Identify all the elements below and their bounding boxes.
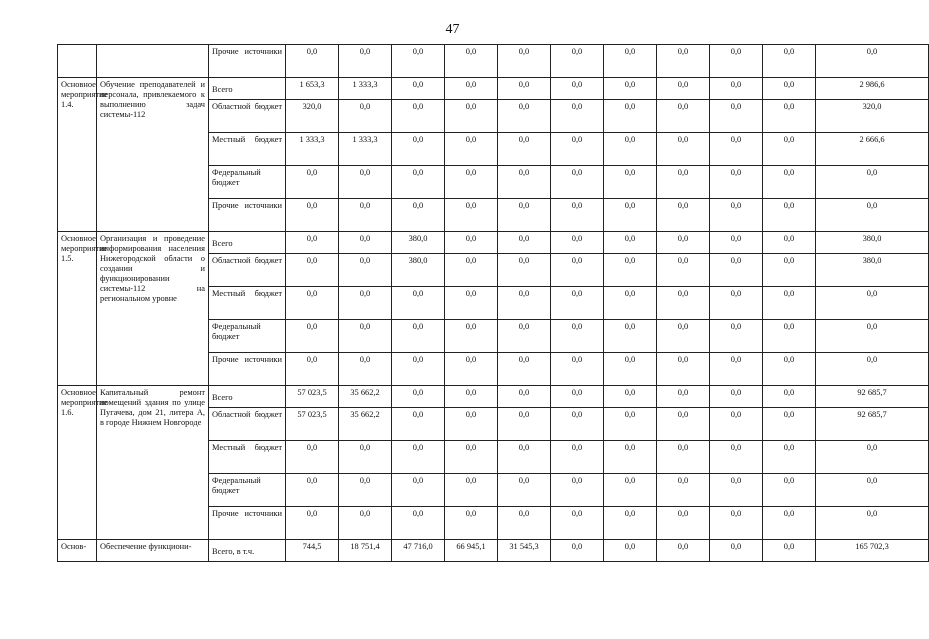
amount-cell: 0,0 <box>604 45 657 78</box>
amount-cell: 0,0 <box>392 507 445 540</box>
amount-cell: 0,0 <box>339 254 392 287</box>
amount-cell: 0,0 <box>604 474 657 507</box>
amount-cell: 0,0 <box>604 232 657 254</box>
table-row <box>58 232 929 254</box>
amount-cell: 92 685,7 <box>816 386 929 408</box>
amount-cell: 31 545,3 <box>498 540 551 562</box>
amount-cell: 0,0 <box>710 166 763 199</box>
amount-cell: 0,0 <box>551 100 604 133</box>
table-row <box>58 78 929 100</box>
amount-cell: 0,0 <box>657 353 710 386</box>
funding-source-cell: Областной бюджет <box>209 254 286 287</box>
amount-cell: 0,0 <box>339 287 392 320</box>
amount-cell: 0,0 <box>498 507 551 540</box>
amount-cell: 0,0 <box>445 507 498 540</box>
amount-cell: 2 666,6 <box>816 133 929 166</box>
amount-cell: 0,0 <box>657 474 710 507</box>
amount-cell: 0,0 <box>763 287 816 320</box>
amount-cell: 0,0 <box>551 287 604 320</box>
amount-cell: 320,0 <box>816 100 929 133</box>
amount-cell: 0,0 <box>445 45 498 78</box>
funding-source-cell: Прочие источники <box>209 199 286 232</box>
amount-cell: 0,0 <box>763 78 816 100</box>
amount-cell: 0,0 <box>657 386 710 408</box>
amount-cell: 0,0 <box>763 441 816 474</box>
amount-cell: 0,0 <box>551 45 604 78</box>
amount-cell: 0,0 <box>498 78 551 100</box>
amount-cell: 0,0 <box>604 287 657 320</box>
amount-cell: 0,0 <box>339 507 392 540</box>
funding-source-cell: Всего <box>209 78 286 100</box>
amount-cell: 1 653,3 <box>286 78 339 100</box>
amount-cell: 0,0 <box>392 386 445 408</box>
amount-cell: 0,0 <box>339 100 392 133</box>
amount-cell: 0,0 <box>286 441 339 474</box>
amount-cell: 0,0 <box>498 45 551 78</box>
amount-cell: 0,0 <box>657 540 710 562</box>
funding-source-cell: Всего, в т.ч. <box>209 540 286 562</box>
amount-cell: 0,0 <box>710 100 763 133</box>
amount-cell: 0,0 <box>339 199 392 232</box>
amount-cell: 0,0 <box>551 441 604 474</box>
amount-cell: 0,0 <box>445 287 498 320</box>
amount-cell: 0,0 <box>392 78 445 100</box>
amount-cell: 57 023,5 <box>286 408 339 441</box>
amount-cell: 0,0 <box>604 166 657 199</box>
activity-code-cell <box>58 45 97 78</box>
amount-cell: 0,0 <box>286 507 339 540</box>
amount-cell: 0,0 <box>392 287 445 320</box>
amount-cell: 0,0 <box>551 133 604 166</box>
amount-cell: 0,0 <box>392 353 445 386</box>
amount-cell: 0,0 <box>816 320 929 353</box>
amount-cell: 0,0 <box>763 100 816 133</box>
amount-cell: 0,0 <box>816 507 929 540</box>
activity-code-cell: Основ- <box>58 540 97 562</box>
amount-cell: 0,0 <box>710 133 763 166</box>
amount-cell: 0,0 <box>657 232 710 254</box>
amount-cell: 0,0 <box>286 199 339 232</box>
amount-cell: 0,0 <box>551 507 604 540</box>
amount-cell: 0,0 <box>498 100 551 133</box>
amount-cell: 0,0 <box>710 232 763 254</box>
amount-cell: 0,0 <box>498 199 551 232</box>
amount-cell: 0,0 <box>604 353 657 386</box>
amount-cell: 0,0 <box>657 45 710 78</box>
budget-table-body <box>58 45 929 562</box>
amount-cell: 0,0 <box>816 287 929 320</box>
amount-cell: 0,0 <box>445 408 498 441</box>
amount-cell: 0,0 <box>657 507 710 540</box>
amount-cell: 0,0 <box>816 474 929 507</box>
amount-cell: 0,0 <box>816 441 929 474</box>
amount-cell: 0,0 <box>710 353 763 386</box>
amount-cell: 0,0 <box>392 100 445 133</box>
amount-cell: 0,0 <box>339 474 392 507</box>
amount-cell: 0,0 <box>657 133 710 166</box>
amount-cell: 18 751,4 <box>339 540 392 562</box>
amount-cell: 0,0 <box>286 320 339 353</box>
amount-cell: 0,0 <box>286 353 339 386</box>
amount-cell: 0,0 <box>763 320 816 353</box>
amount-cell: 0,0 <box>816 45 929 78</box>
amount-cell: 0,0 <box>763 408 816 441</box>
amount-cell: 0,0 <box>498 320 551 353</box>
funding-source-cell: Федеральный бюджет <box>209 166 286 199</box>
amount-cell: 57 023,5 <box>286 386 339 408</box>
amount-cell: 0,0 <box>445 353 498 386</box>
funding-source-cell: Местный бюджет <box>209 441 286 474</box>
amount-cell: 0,0 <box>551 199 604 232</box>
amount-cell: 0,0 <box>498 254 551 287</box>
amount-cell: 0,0 <box>657 78 710 100</box>
amount-cell: 47 716,0 <box>392 540 445 562</box>
amount-cell: 0,0 <box>445 474 498 507</box>
amount-cell: 0,0 <box>710 78 763 100</box>
amount-cell: 0,0 <box>551 78 604 100</box>
amount-cell: 0,0 <box>498 232 551 254</box>
funding-source-cell: Прочие источники <box>209 507 286 540</box>
amount-cell: 0,0 <box>286 474 339 507</box>
funding-source-cell: Всего <box>209 386 286 408</box>
funding-source-cell: Всего <box>209 232 286 254</box>
activity-code-cell: Основное мероприятие 1.6. <box>58 386 97 540</box>
amount-cell: 0,0 <box>551 232 604 254</box>
amount-cell: 0,0 <box>551 166 604 199</box>
amount-cell: 0,0 <box>604 78 657 100</box>
amount-cell: 0,0 <box>392 166 445 199</box>
amount-cell: 0,0 <box>710 45 763 78</box>
amount-cell: 0,0 <box>710 199 763 232</box>
funding-source-cell: Областной бюджет <box>209 100 286 133</box>
amount-cell: 380,0 <box>816 254 929 287</box>
amount-cell: 0,0 <box>763 166 816 199</box>
amount-cell: 380,0 <box>816 232 929 254</box>
amount-cell: 0,0 <box>710 254 763 287</box>
amount-cell: 0,0 <box>339 441 392 474</box>
table-row <box>58 540 929 562</box>
amount-cell: 0,0 <box>445 100 498 133</box>
amount-cell: 0,0 <box>392 199 445 232</box>
amount-cell: 0,0 <box>286 287 339 320</box>
amount-cell: 0,0 <box>763 507 816 540</box>
amount-cell: 0,0 <box>392 133 445 166</box>
amount-cell: 0,0 <box>498 474 551 507</box>
amount-cell: 0,0 <box>339 232 392 254</box>
amount-cell: 320,0 <box>286 100 339 133</box>
amount-cell: 0,0 <box>763 199 816 232</box>
amount-cell: 0,0 <box>604 199 657 232</box>
amount-cell: 0,0 <box>551 408 604 441</box>
amount-cell: 1 333,3 <box>339 133 392 166</box>
amount-cell: 0,0 <box>498 441 551 474</box>
amount-cell: 0,0 <box>445 320 498 353</box>
amount-cell: 35 662,2 <box>339 386 392 408</box>
amount-cell: 0,0 <box>498 287 551 320</box>
amount-cell: 66 945,1 <box>445 540 498 562</box>
amount-cell: 0,0 <box>604 408 657 441</box>
amount-cell: 0,0 <box>392 474 445 507</box>
page-number: 47 <box>445 22 460 37</box>
amount-cell: 0,0 <box>604 254 657 287</box>
amount-cell: 0,0 <box>657 287 710 320</box>
amount-cell: 0,0 <box>498 353 551 386</box>
table-row <box>58 386 929 408</box>
amount-cell: 0,0 <box>710 441 763 474</box>
amount-cell: 0,0 <box>816 353 929 386</box>
activity-name-cell: Обеспечение функциони- <box>97 540 209 562</box>
amount-cell: 0,0 <box>657 166 710 199</box>
amount-cell: 0,0 <box>657 100 710 133</box>
amount-cell: 0,0 <box>816 166 929 199</box>
amount-cell: 0,0 <box>763 353 816 386</box>
amount-cell: 0,0 <box>392 408 445 441</box>
amount-cell: 2 986,6 <box>816 78 929 100</box>
amount-cell: 0,0 <box>816 199 929 232</box>
amount-cell: 92 685,7 <box>816 408 929 441</box>
amount-cell: 0,0 <box>763 474 816 507</box>
table-row <box>58 45 929 78</box>
amount-cell: 0,0 <box>392 320 445 353</box>
amount-cell: 1 333,3 <box>339 78 392 100</box>
amount-cell: 0,0 <box>392 45 445 78</box>
funding-source-cell: Прочие источники <box>209 45 286 78</box>
amount-cell: 0,0 <box>286 45 339 78</box>
amount-cell: 0,0 <box>604 320 657 353</box>
amount-cell: 0,0 <box>604 133 657 166</box>
amount-cell: 35 662,2 <box>339 408 392 441</box>
amount-cell: 0,0 <box>710 540 763 562</box>
amount-cell: 0,0 <box>604 100 657 133</box>
amount-cell: 0,0 <box>710 474 763 507</box>
amount-cell: 0,0 <box>604 540 657 562</box>
amount-cell: 380,0 <box>392 232 445 254</box>
amount-cell: 0,0 <box>445 254 498 287</box>
amount-cell: 0,0 <box>286 254 339 287</box>
amount-cell: 165 702,3 <box>816 540 929 562</box>
amount-cell: 0,0 <box>551 353 604 386</box>
amount-cell: 0,0 <box>763 254 816 287</box>
amount-cell: 0,0 <box>710 287 763 320</box>
budget-table <box>57 44 929 562</box>
amount-cell: 0,0 <box>498 166 551 199</box>
amount-cell: 0,0 <box>710 320 763 353</box>
activity-name-cell: Обучение преподавателей и персонала, привлекаемого к выполнению задач системы-112 <box>97 78 209 232</box>
amount-cell: 744,5 <box>286 540 339 562</box>
amount-cell: 0,0 <box>286 232 339 254</box>
funding-source-cell: Федеральный бюджет <box>209 474 286 507</box>
amount-cell: 0,0 <box>339 166 392 199</box>
amount-cell: 0,0 <box>710 386 763 408</box>
amount-cell: 1 333,3 <box>286 133 339 166</box>
amount-cell: 0,0 <box>604 507 657 540</box>
amount-cell: 0,0 <box>286 166 339 199</box>
amount-cell: 0,0 <box>445 133 498 166</box>
amount-cell: 0,0 <box>339 45 392 78</box>
amount-cell: 0,0 <box>551 540 604 562</box>
amount-cell: 0,0 <box>445 386 498 408</box>
amount-cell: 0,0 <box>551 474 604 507</box>
amount-cell: 0,0 <box>498 133 551 166</box>
amount-cell: 0,0 <box>763 232 816 254</box>
amount-cell: 0,0 <box>445 441 498 474</box>
funding-source-cell: Областной бюджет <box>209 408 286 441</box>
amount-cell: 0,0 <box>763 540 816 562</box>
amount-cell: 0,0 <box>710 408 763 441</box>
amount-cell: 0,0 <box>604 386 657 408</box>
funding-source-cell: Местный бюджет <box>209 133 286 166</box>
activity-code-cell: Основное мероприятие 1.4. <box>58 78 97 232</box>
amount-cell: 0,0 <box>763 133 816 166</box>
funding-source-cell: Федеральный бюджет <box>209 320 286 353</box>
activity-code-cell: Основное мероприятие 1.5. <box>58 232 97 386</box>
amount-cell: 0,0 <box>710 507 763 540</box>
amount-cell: 0,0 <box>498 408 551 441</box>
amount-cell: 0,0 <box>657 254 710 287</box>
amount-cell: 0,0 <box>657 199 710 232</box>
amount-cell: 0,0 <box>657 320 710 353</box>
amount-cell: 0,0 <box>551 386 604 408</box>
funding-source-cell: Местный бюджет <box>209 287 286 320</box>
amount-cell: 0,0 <box>657 441 710 474</box>
amount-cell: 0,0 <box>604 441 657 474</box>
activity-name-cell: Капитальный ремонт помещений здания по улице Пугачева, дом 21, литера А, в городе Нижнем Новгороде <box>97 386 209 540</box>
amount-cell: 0,0 <box>445 78 498 100</box>
amount-cell: 0,0 <box>339 353 392 386</box>
amount-cell: 0,0 <box>498 386 551 408</box>
amount-cell: 0,0 <box>763 45 816 78</box>
amount-cell: 0,0 <box>339 320 392 353</box>
amount-cell: 0,0 <box>657 408 710 441</box>
amount-cell: 0,0 <box>551 320 604 353</box>
funding-source-cell: Прочие источники <box>209 353 286 386</box>
amount-cell: 0,0 <box>445 166 498 199</box>
amount-cell: 0,0 <box>445 199 498 232</box>
amount-cell: 0,0 <box>763 386 816 408</box>
amount-cell: 0,0 <box>445 232 498 254</box>
amount-cell: 380,0 <box>392 254 445 287</box>
activity-name-cell <box>97 45 209 78</box>
activity-name-cell: Организация и проведение информирования населения Нижегородской области о создании и функционировании системы-112 на региональном уровне <box>97 232 209 386</box>
amount-cell: 0,0 <box>551 254 604 287</box>
amount-cell: 0,0 <box>392 441 445 474</box>
